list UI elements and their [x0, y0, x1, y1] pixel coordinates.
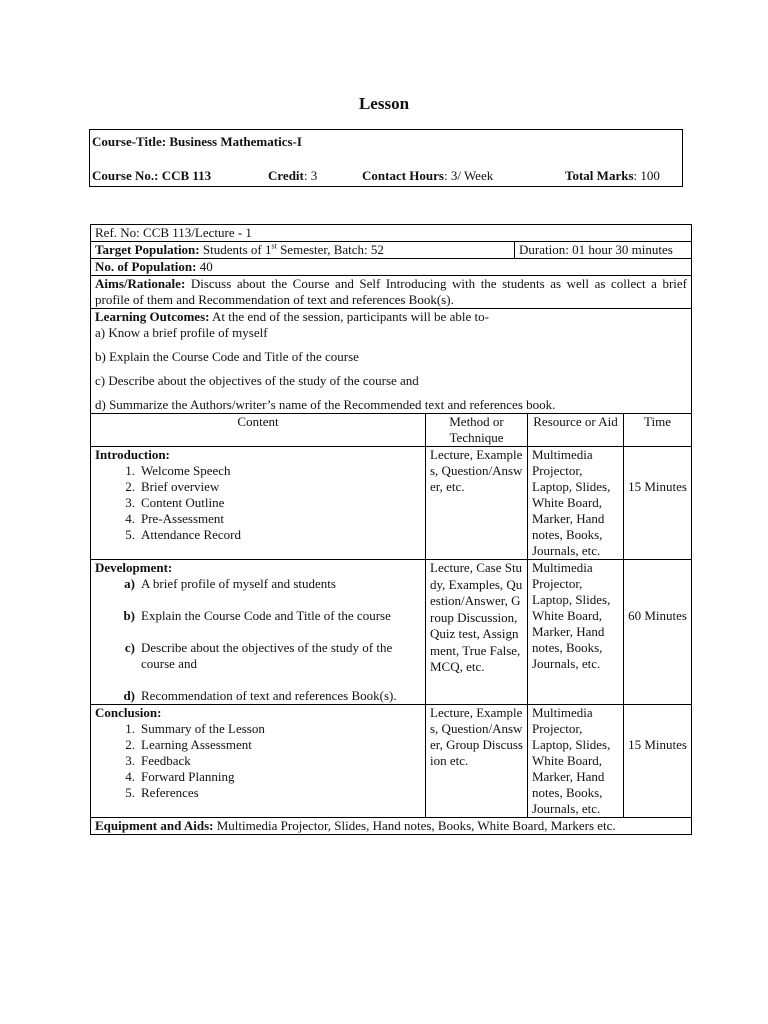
outcomes-label: Learning Outcomes:: [95, 309, 210, 324]
equipment-cell: [91, 818, 692, 835]
list-item: 2. Learning Assessment: [125, 737, 252, 752]
list-item: a) A brief profile of myself and students: [124, 576, 336, 591]
equipment-row: [91, 818, 692, 835]
target-row: [91, 242, 692, 259]
target-population-value-pre: Students of 1: [202, 242, 272, 257]
course-total-marks: [565, 168, 660, 184]
introduction-resource: Multimedia Projector, Laptop, Slides, White Board, Marker, Hand notes, Books, Journals, etc.: [528, 447, 624, 560]
total-marks-value: : 100: [633, 168, 660, 183]
introduction-time: 15 Minutes: [624, 447, 692, 560]
aims-row: [91, 276, 692, 309]
population-row: [91, 259, 692, 276]
course-contact-hours: [362, 168, 493, 184]
conclusion-time: 15 Minutes: [624, 705, 692, 818]
header-method: Method or Technique: [426, 414, 528, 447]
outcomes-intro: At the end of the session, participants will be able to-: [212, 309, 489, 324]
equipment-value: Multimedia Projector, Slides, Hand notes, Books, White Board, Markers etc.: [216, 818, 616, 833]
aims-cell: [91, 276, 692, 309]
development-content: [91, 560, 426, 705]
aims-value: Discuss about the Course and Self Introducing with the students as well as collect a brief profile of them and Recommendation of text and references Book(s).: [95, 276, 687, 307]
header-resource: Resource or Aid: [528, 414, 624, 447]
course-no-value: CCB 113: [161, 168, 212, 183]
course-title-line: [92, 134, 302, 150]
development-method: Lecture, Case Study, Examples, Question/Answer, Group Discussion, Quiz test, Assignment, True False, MCQ, etc.: [426, 560, 528, 705]
list-item: 4. Pre-Assessment: [125, 511, 225, 526]
header-time: Time: [624, 414, 692, 447]
introduction-list: [95, 463, 421, 543]
introduction-row: [91, 447, 692, 560]
list-item: c) Describe about the objectives of the study of the course and: [124, 640, 393, 671]
course-no-label: Course No.:: [92, 168, 159, 183]
lesson-plan-table: [90, 224, 692, 835]
conclusion-resource: Multimedia Projector, Laptop, Slides, White Board, Marker, Hand notes, Books, Journals, etc.: [528, 705, 624, 818]
header-row: [91, 414, 692, 447]
header-content: Content: [91, 414, 426, 447]
ref-no: Ref. No: CCB 113/Lecture - 1: [91, 225, 692, 242]
introduction-content: [91, 447, 426, 560]
population-value: 40: [199, 259, 213, 274]
target-population: [91, 242, 514, 258]
conclusion-content: [91, 705, 426, 818]
list-item: 3. Content Outline: [125, 495, 225, 510]
total-marks-label: Total Marks: [565, 168, 634, 183]
course-info-box: [89, 129, 683, 187]
list-item: 4. Forward Planning: [125, 769, 235, 784]
target-population-value-post: Semester, Batch: 52: [276, 242, 384, 257]
development-time: 60 Minutes: [624, 560, 692, 705]
population-cell: [91, 259, 692, 276]
target-population-cell: [91, 242, 692, 259]
conclusion-row: [91, 705, 692, 818]
course-title-value: Business Mathematics-I: [169, 134, 302, 149]
introduction-method: Lecture, Examples, Question/Answer, etc.: [426, 447, 528, 560]
outcome-item: b) Explain the Course Code and Title of the course: [95, 349, 359, 364]
list-item: 2. Brief overview: [125, 479, 220, 494]
outcomes-cell: [91, 309, 692, 414]
list-item: 1. Summary of the Lesson: [125, 721, 265, 736]
contact-hours-label: Contact Hours: [362, 168, 444, 183]
ref-row: [91, 225, 692, 242]
list-item: d) Recommendation of text and references Book(s).: [123, 688, 397, 703]
course-no: [92, 168, 211, 184]
list-item: 5. Attendance Record: [125, 527, 241, 542]
development-list: [95, 576, 421, 704]
list-item: b) Explain the Course Code and Title of the course: [123, 608, 391, 623]
target-population-sup: st: [271, 241, 277, 251]
equipment-label: Equipment and Aids:: [95, 818, 214, 833]
course-credit: [268, 168, 317, 184]
conclusion-label: Conclusion:: [95, 705, 162, 720]
target-population-label: Target Population:: [95, 242, 200, 257]
conclusion-list: [95, 721, 421, 801]
outcome-item: c) Describe about the objectives of the study of the course and: [95, 373, 419, 388]
list-item: 5. References: [125, 785, 199, 800]
aims-label: Aims/Rationale:: [95, 276, 186, 291]
page-title: Lesson: [358, 94, 410, 113]
outcome-item: a) Know a brief profile of myself: [95, 325, 268, 340]
development-row: [91, 560, 692, 705]
list-item: 1. Welcome Speech: [125, 463, 231, 478]
development-label: Development:: [95, 560, 173, 575]
course-title-label: Course-Title:: [92, 134, 167, 149]
outcomes-intro-line: [95, 309, 687, 325]
development-resource: Multimedia Projector, Laptop, Slides, White Board, Marker, Hand notes, Books, Journals, etc.: [528, 560, 624, 705]
conclusion-method: Lecture, Examples, Question/Answer, Group Discussion etc.: [426, 705, 528, 818]
contact-hours-value: : 3/ Week: [443, 168, 494, 183]
list-item: 3. Feedback: [125, 753, 191, 768]
credit-value: : 3: [303, 168, 318, 183]
population-label: No. of Population:: [95, 259, 197, 274]
credit-label: Credit: [268, 168, 304, 183]
duration: Duration: 01 hour 30 minutes: [514, 242, 691, 258]
introduction-label: Introduction:: [95, 447, 170, 462]
outcome-item: d) Summarize the Authors/writer’s name of the Recommended text and references book.: [95, 397, 556, 412]
outcomes-row: [91, 309, 692, 414]
